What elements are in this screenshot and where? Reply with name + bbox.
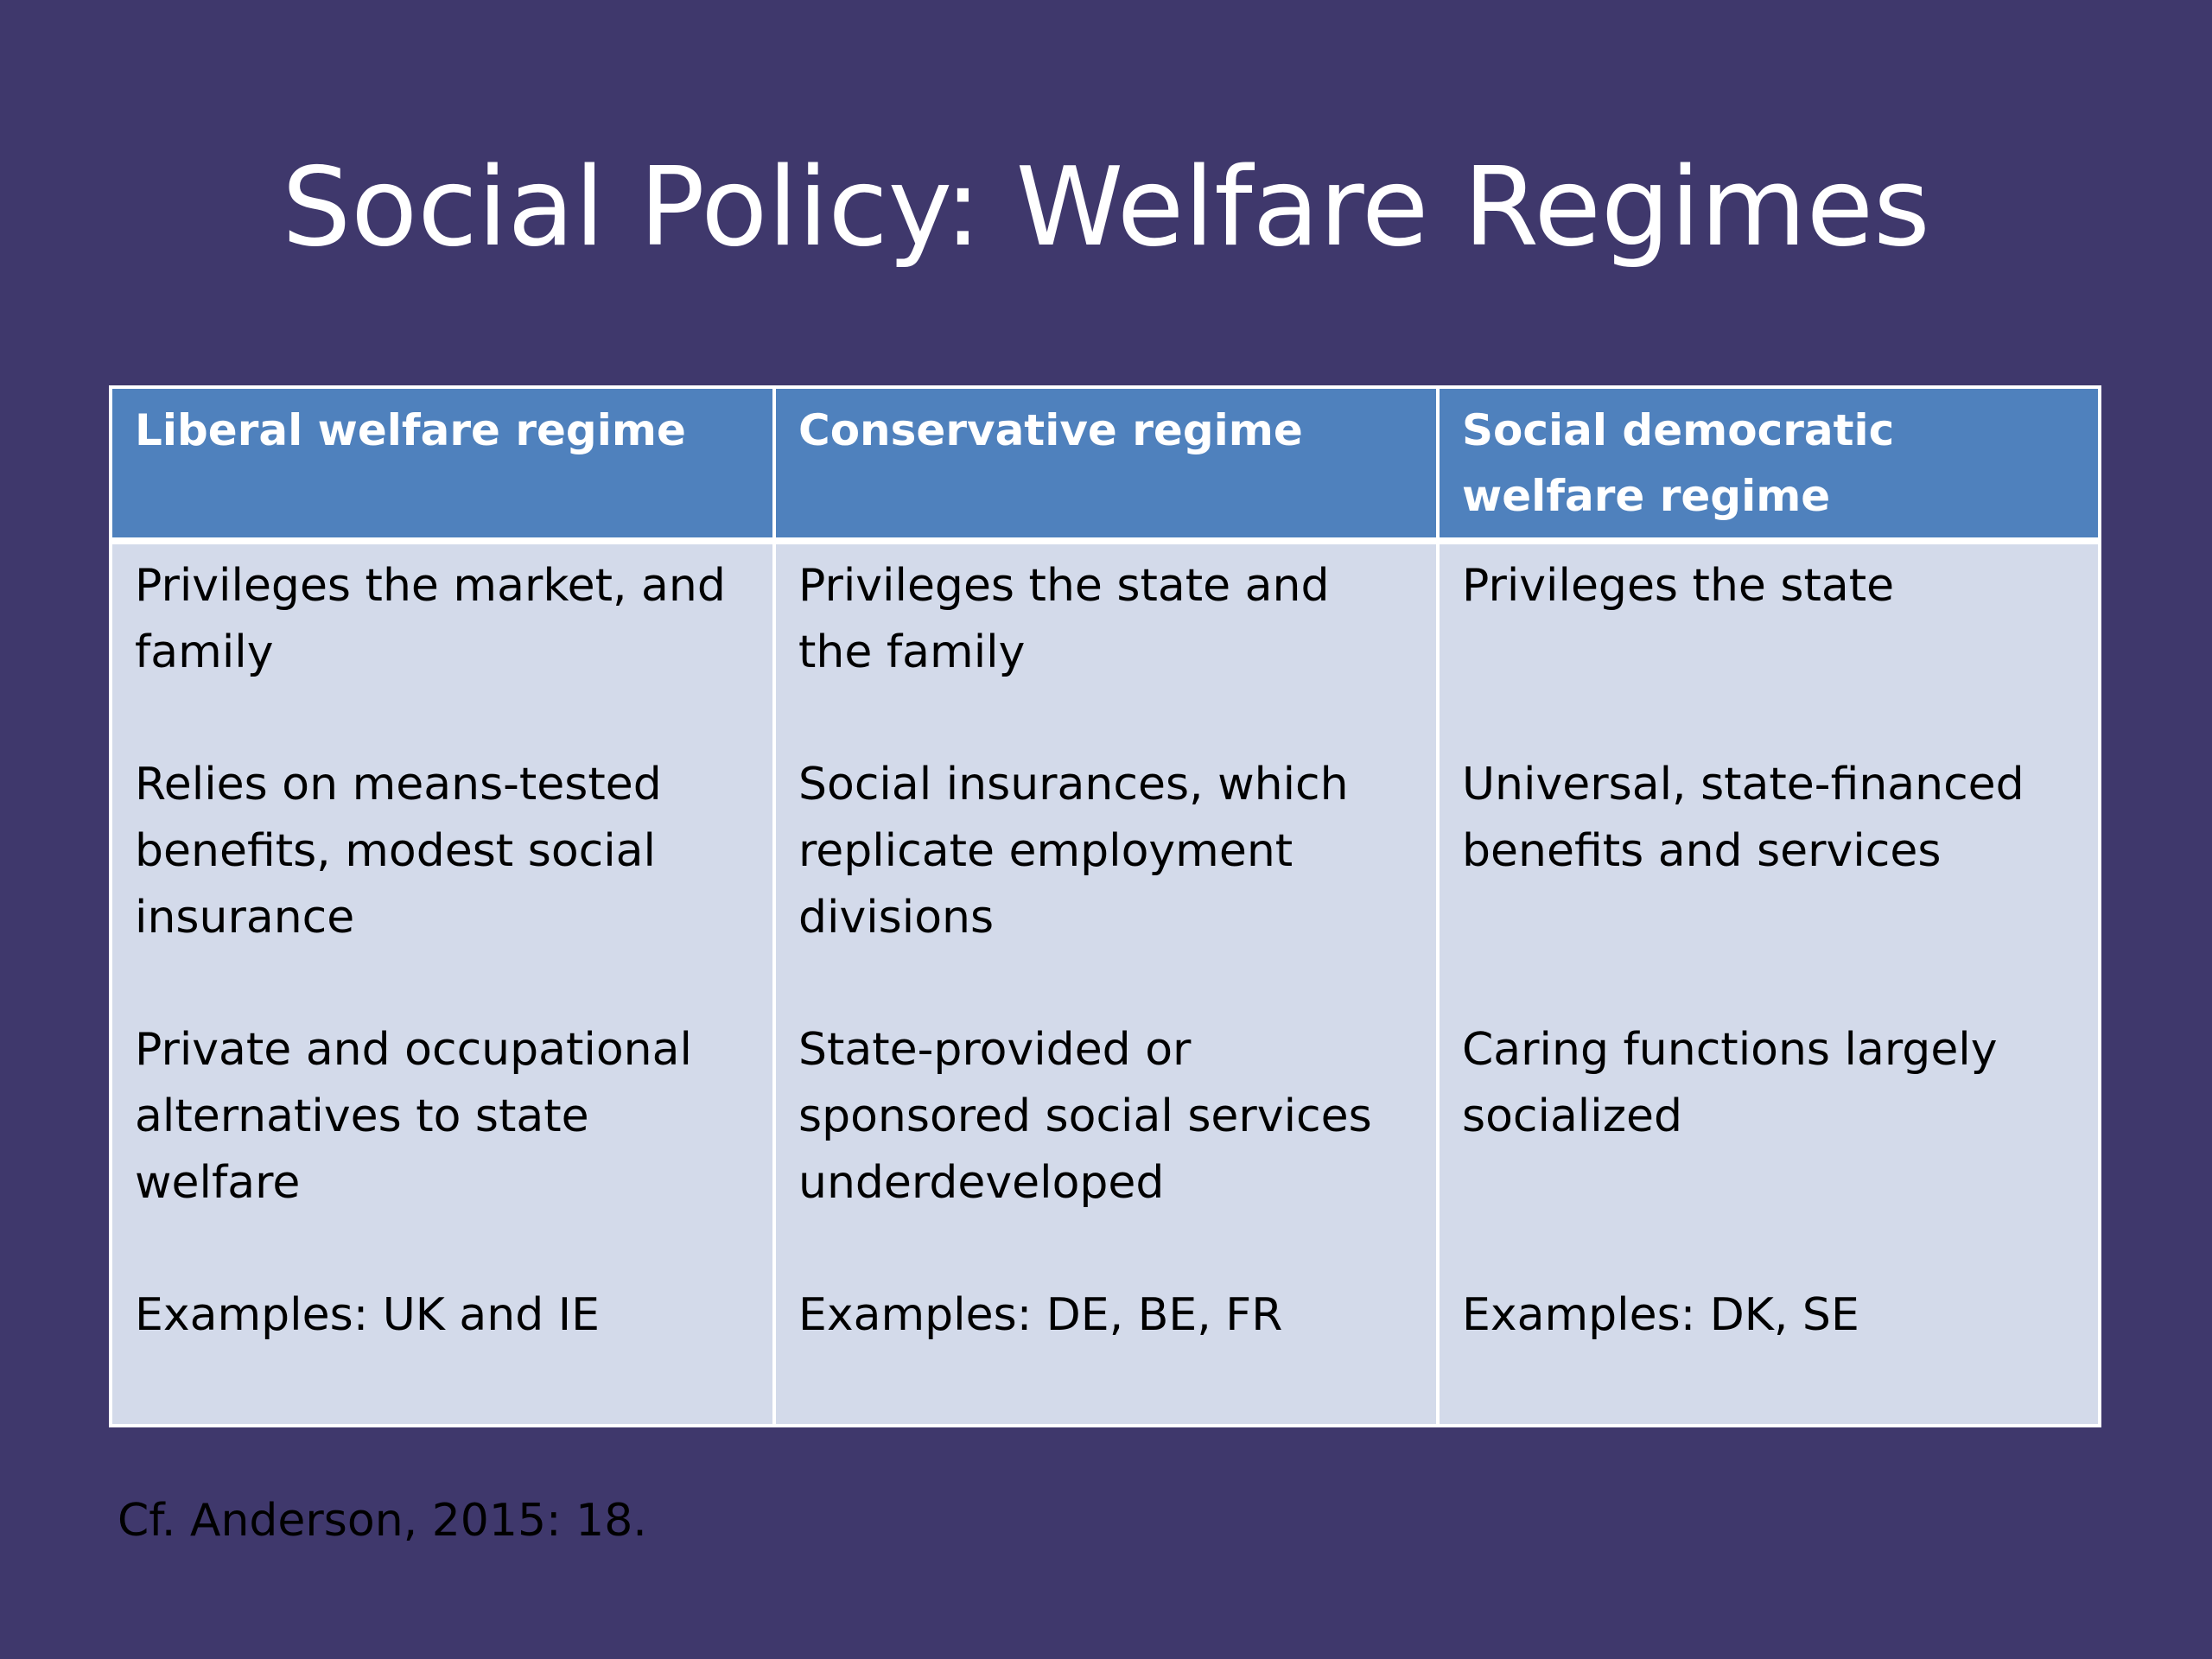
- table-body-row: [112, 544, 2098, 1424]
- header-liberal-welfare-regime: Liberal welfare regime: [112, 389, 776, 537]
- cell-text: Examples: DE, BE, FR: [798, 1289, 1283, 1341]
- table-header-row: [112, 389, 2098, 544]
- cell-text: Universal, state-financed benefits and services: [1462, 759, 2024, 877]
- cell-text: Privileges the state and the family: [798, 560, 1330, 678]
- slide-title: Social Policy: Welfare Regimes: [282, 143, 1930, 270]
- table-cell-social-democratic: [1440, 544, 2098, 1424]
- cell-text: Examples: UK and IE: [135, 1289, 600, 1341]
- cell-text: Examples: DK, SE: [1462, 1289, 1859, 1341]
- cell-text: Private and occupational alternatives to state welfare: [135, 1024, 692, 1209]
- source-citation: Cf. Anderson, 2015: 18.: [118, 1495, 647, 1547]
- table-cell-conservative: [776, 544, 1440, 1424]
- welfare-regimes-table: [109, 385, 2101, 1427]
- cell-text: Caring functions largely socialized: [1462, 1024, 1998, 1142]
- cell-text: Privileges the market, and family: [135, 560, 726, 678]
- header-conservative-regime: Conservative regime: [776, 389, 1440, 537]
- cell-text: Social insurances, which replicate employment divisions: [798, 759, 1349, 944]
- cell-text: State-provided or sponsored social services underdeveloped: [798, 1024, 1372, 1209]
- cell-text: Relies on means-tested benefits, modest social insurance: [135, 759, 662, 944]
- header-social-democratic-welfare-regime: Social democratic welfare regime: [1462, 405, 1895, 521]
- table-cell-liberal: [112, 544, 776, 1424]
- cell-text: Privileges the state: [1462, 560, 1895, 612]
